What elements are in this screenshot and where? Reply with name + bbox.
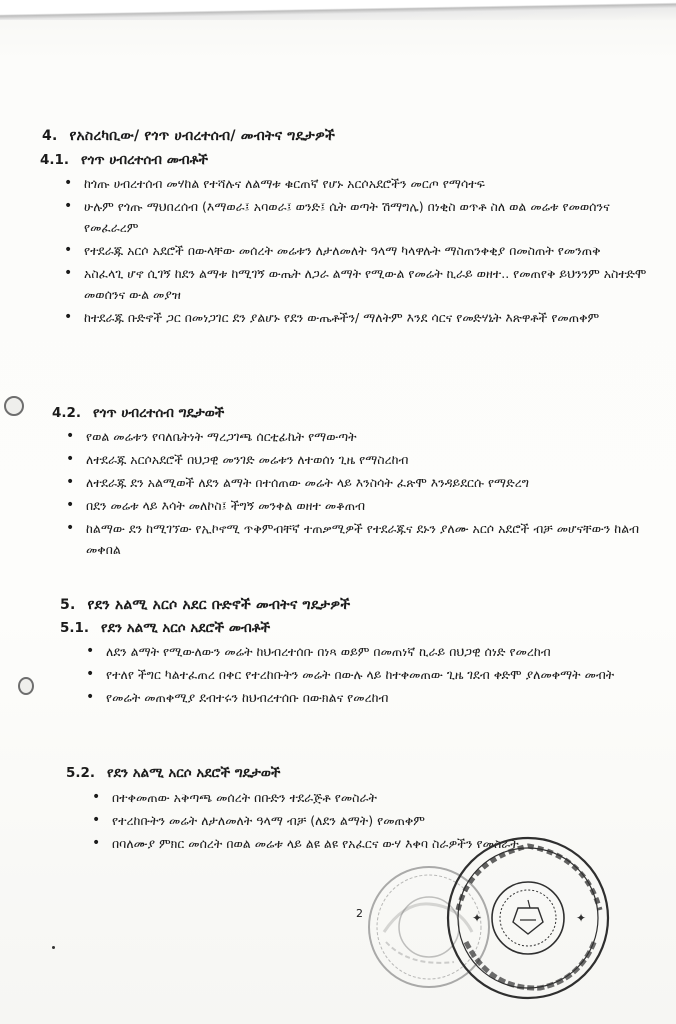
subsection-5-1-list — [80, 641, 650, 710]
list-item: • ለተደራጁ ደን አልሚወች ለደን ልማት በተሰጠው መሬት ላይ እንስሳት ፈጽሞ እንዳይደርሱ የማድረግ — [60, 472, 648, 493]
subsection-title: የደን አልሚ አርሶ አደሮች መብቶች — [101, 620, 271, 636]
list-item: • በባለሙያ ምክር መሰረት በወል መሬቱ ላይ ልዩ ልዩ የአፈርና ውሃ እቀባ ስራዎችን የመስራት — [86, 833, 646, 854]
subsection-number: 5.2. — [66, 765, 96, 781]
page-fold-shadow — [0, 0, 676, 20]
bullet-icon: • — [92, 835, 101, 851]
bullet-icon: • — [64, 265, 73, 281]
list-item: • ለተደራጁ አርሶአደሮች በህጋዊ መንገድ መሬቱን ለተወሰነ ጊዜ የማስረከብ — [60, 449, 648, 470]
section-number: 4. — [42, 128, 58, 144]
subsection-number: 5.1. — [60, 620, 90, 636]
subsection-4-2-heading — [52, 405, 224, 421]
section-4-heading — [42, 128, 335, 144]
bullet-icon: • — [66, 497, 75, 513]
list-item: • የተደራጁ አርሶ አደሮች በውላቸው መሰረት መሬቱን ለታለመለት ዓላማ ካላዋሉት ማስጠንቀቂያ በመስጠት የመንጠቅ — [58, 240, 648, 261]
official-stamp-right — [440, 830, 615, 1005]
list-item: • ከተደራጁ ቡድኖች ጋር በመነጋገር ደን ያልሆኑ የደን ውጤቶችን/ ማለትም እንደ ሳርና የመድሃኒት እጽዋቶች የመጠቀም — [58, 307, 648, 328]
subsection-title: የጎጥ ሀብረተሰብ መብቶች — [81, 152, 209, 168]
subsection-number: 4.2. — [52, 405, 82, 421]
list-item: • የመሬት መጠቀሚያ ደብተሩን ከህብረተሰቡ በውክልና የመረከብ — [80, 687, 650, 708]
punch-hole-top — [4, 396, 24, 416]
list-item: • ከጎጡ ሀብረተሰብ መሃከል የተሻሉና ለልማቱ ቁርጠኛ የሆኑ አርሶአደሮችን መርጦ የማሳተፍ — [58, 173, 648, 194]
bullet-icon: • — [86, 666, 95, 682]
list-item: • የተለየ ችግር ካልተፈጠረ በቀር የተረከቡትን መሬት በውሉ ላይ ከተቀመጠው ጊዜ ገደብ ቀድሞ ያለመቀማት መብት — [80, 664, 650, 685]
section-title: የደን አልሚ አርሶ አደር ቡድኖች መብትና ግዴታዎች — [87, 597, 351, 613]
bullet-icon: • — [86, 689, 95, 705]
bullet-icon: • — [64, 175, 73, 191]
list-item: • በደን መሬቱ ላይ እሳት መለኮስ፤ ችግኝ መንቀል ወዘተ መቆጠብ — [60, 495, 648, 516]
subsection-number: 4.1. — [40, 152, 70, 168]
bullet-icon: • — [64, 309, 73, 325]
bullet-icon: • — [86, 643, 95, 659]
list-item: • ሁሉም የጎጡ ማህበረሰብ (እማወራ፤ አባወራ፤ ወንድ፤ ሴት ወጣት ሽማግሌ) በነቂስ ወጥቶ ስለ ወል መሬቱ የመወሰንና የመፈራረም — [64, 198, 610, 235]
svg-text:✦: ✦ — [472, 911, 483, 925]
list-item: • የተረከቡትን መሬት ለታለመለት ዓላማ ብቻ (ለደን ልማት) የመጠቀም — [86, 810, 646, 831]
bullet-icon: • — [92, 789, 101, 805]
list-item: • ለደን ልማት የሚውለውን መሬት ከህብረተሰቡ በነጻ ወይም በመጠነኛ ኪራይ በህጋዊ ሰነድ የመረከብ — [80, 641, 650, 662]
subsection-4-2-list — [60, 426, 648, 562]
list-item: • አስፈላጊ ሆኖ ሲገኝ ከደን ልማቱ ከሚገኝ ውጤት ለጋራ ልማት የሚውል የመሬት ኪራይ ወዘተ.. የመጠየቅ ይህንንም አስተድሞ መወሰንና ውል መያዝ — [64, 265, 647, 302]
subsection-5-1-heading — [60, 620, 270, 636]
section-number: 5. — [60, 597, 76, 613]
section-title: የአስረካቢው/ የጎጥ ሀብረተሰብ/ መብትና ግዴታዎች — [69, 128, 336, 144]
subsection-title: የደን አልሚ አርሶ አደሮች ግዴታወች — [107, 765, 281, 781]
bullet-icon: • — [66, 520, 75, 536]
bullet-icon: • — [64, 198, 73, 214]
punch-hole-bottom — [18, 677, 34, 695]
subsection-title: የጎጥ ሀብረተሰብ ግዴታወች — [93, 405, 225, 421]
list-item: • በተቀመጠው አቅጣጫ መሰረት በቡድን ተደራጅቶ የመስራት — [86, 787, 646, 808]
bullet-icon: • — [66, 451, 75, 467]
section-5-heading — [60, 597, 350, 613]
subsection-4-1-heading — [40, 152, 208, 168]
list-item: • ከልማው ደን ከሚገኘው የኢኮኖሚ ጥቅምብቸኛ ተጠቃሚዎች የተደራጁና ደኑን ያለሙ አርሶ አደሮች ብቻ መሆናቸውን ከልብ መቀበል — [66, 520, 640, 557]
bullet-icon: • — [64, 242, 73, 258]
subsection-5-2-heading — [66, 765, 280, 781]
bullet-icon: • — [66, 428, 75, 444]
page-number: 2 — [356, 907, 363, 920]
ink-speck — [52, 946, 55, 949]
bullet-icon: • — [66, 474, 75, 490]
subsection-4-1-list — [58, 173, 648, 330]
bullet-icon: • — [92, 812, 101, 828]
list-item: • የወል መሬቱን የባለቤትነት ማረጋገጫ ሰርቲፊኬት የማውጣት — [60, 426, 648, 447]
svg-text:✦: ✦ — [576, 911, 587, 925]
